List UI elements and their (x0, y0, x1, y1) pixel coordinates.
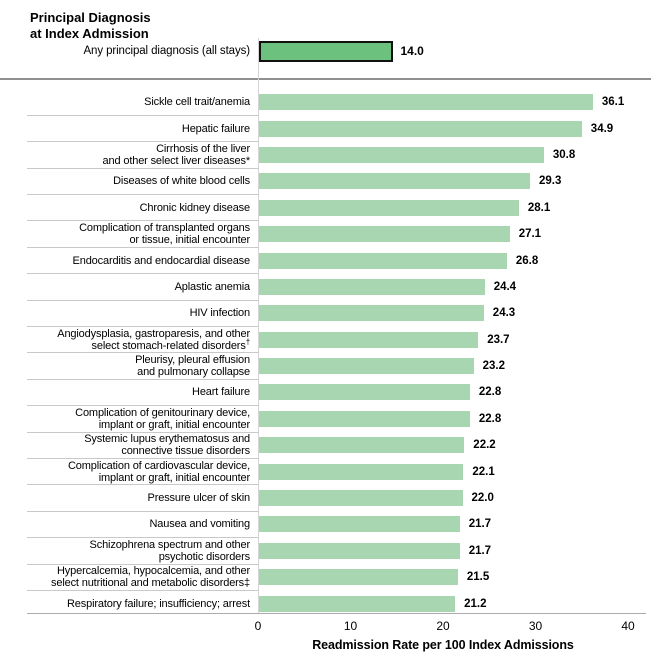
diagnosis-label: Complication of genitourinary device, implant or graft, initial encounter (75, 406, 250, 431)
diagnosis-row (0, 432, 651, 458)
x-axis-title: Readmission Rate per 100 Index Admissions (312, 638, 574, 652)
page-title-line2: at Index Admission (30, 26, 149, 42)
diagnosis-row (0, 511, 651, 537)
diagnosis-row (0, 300, 651, 326)
diagnosis-row (0, 274, 651, 300)
summary-row (0, 36, 651, 66)
diagnosis-bar (259, 173, 530, 189)
diagnosis-bar (259, 332, 478, 348)
diagnosis-row (0, 485, 651, 511)
diagnosis-row (0, 115, 651, 141)
diagnosis-label: Complication of transplanted organs or tissue, initial encounter (79, 222, 250, 247)
diagnosis-row (0, 221, 651, 247)
row-separator (27, 300, 259, 301)
diagnosis-label: Complication of cardiovascular device, implant or graft, initial encounter (68, 459, 250, 484)
row-separator (27, 194, 259, 195)
diagnosis-value: 22.8 (478, 412, 502, 425)
diagnosis-bar (259, 226, 510, 242)
diagnosis-label: Systemic lupus erythematosus and connective tissue disorders (84, 433, 250, 458)
diagnosis-value: 21.2 (464, 597, 487, 610)
diagnosis-value: 21.7 (468, 518, 492, 531)
row-separator (27, 168, 259, 169)
x-axis-line (27, 613, 646, 614)
diagnosis-label: Cirrhosis of the liver and other select liver diseases* (102, 142, 250, 167)
row-separator (27, 273, 259, 274)
diagnosis-bar (259, 543, 460, 559)
diagnosis-value: 27.1 (518, 228, 542, 241)
diagnosis-bar (259, 516, 460, 532)
diagnosis-bar (259, 464, 463, 480)
diagnosis-row (0, 168, 651, 194)
diagnosis-value: 30.8 (552, 148, 576, 161)
diagnosis-label: Hypercalcemia, hypocalcemia, and other select nutritional and metabolic disorders‡ (51, 565, 250, 590)
row-separator (27, 432, 259, 433)
diagnosis-row (0, 564, 651, 590)
diagnosis-value: 21.5 (466, 571, 490, 584)
diagnosis-value: 24.3 (492, 307, 516, 320)
row-separator (27, 247, 259, 248)
diagnosis-label: Pressure ulcer of skin (147, 492, 250, 505)
row-separator (27, 115, 259, 116)
diagnosis-label: Sickle cell trait/anemia (144, 96, 250, 109)
diagnosis-row (0, 327, 651, 353)
row-separator (27, 590, 259, 591)
diagnosis-label: Nausea and vomiting (149, 518, 250, 531)
diagnosis-row (0, 406, 651, 432)
row-separator (27, 220, 259, 221)
diagnosis-label: Chronic kidney disease (139, 201, 250, 214)
diagnosis-bar (259, 121, 582, 137)
diagnosis-row (0, 353, 651, 379)
diagnosis-bar (259, 437, 464, 453)
x-tick-label: 20 (436, 619, 450, 633)
diagnosis-label: Diseases of white blood cells (113, 175, 250, 188)
diagnosis-value: 23.2 (482, 360, 505, 373)
diagnosis-row (0, 89, 651, 115)
diagnosis-rows (0, 89, 651, 617)
diagnosis-row (0, 195, 651, 221)
summary-label: Any principal diagnosis (all stays) (83, 45, 250, 57)
diagnosis-row (0, 247, 651, 273)
diagnosis-bar (259, 490, 463, 506)
diagnosis-label: Hepatic failure (181, 122, 250, 135)
diagnosis-label: Angiodysplasia, gastroparesis, and other select stomach-related disorders† (57, 327, 250, 352)
diagnosis-bar (259, 279, 485, 295)
x-tick-label: 10 (343, 619, 358, 633)
row-separator (27, 564, 259, 565)
x-axis-ticks (0, 619, 651, 635)
diagnosis-bar (259, 94, 593, 110)
diagnosis-bar (259, 147, 544, 163)
diagnosis-row (0, 142, 651, 168)
summary-value: 14.0 (400, 44, 424, 58)
diagnosis-label: Aplastic anemia (174, 280, 250, 293)
diagnosis-label: Pleurisy, pleural effusion and pulmonary collapse (135, 354, 250, 379)
diagnosis-value: 21.7 (468, 544, 492, 557)
diagnosis-bar (259, 305, 484, 321)
diagnosis-bar (259, 569, 458, 585)
diagnosis-value: 24.4 (493, 280, 517, 293)
diagnosis-value: 22.1 (472, 465, 495, 478)
diagnosis-value: 34.9 (590, 122, 614, 135)
diagnosis-label: Endocarditis and endocardial disease (72, 254, 250, 267)
x-tick-label: 30 (528, 619, 543, 633)
diagnosis-bar (259, 596, 455, 612)
row-separator (27, 141, 259, 142)
diagnosis-bar (259, 253, 507, 269)
diagnosis-value: 28.1 (527, 201, 551, 214)
diagnosis-bar (259, 200, 519, 216)
x-tick-label: 40 (621, 619, 635, 633)
diagnosis-label: Respiratory failure; insufficiency; arrest (66, 597, 250, 610)
diagnosis-label: Heart failure (192, 386, 250, 399)
row-separator (27, 405, 259, 406)
diagnosis-value: 23.7 (487, 333, 510, 346)
row-separator (27, 511, 259, 512)
diagnosis-bar (259, 384, 470, 400)
x-tick-label: 0 (254, 619, 262, 633)
diagnosis-label: HIV infection (189, 307, 250, 320)
diagnosis-row (0, 538, 651, 564)
diagnosis-bar (259, 358, 474, 374)
row-separator (27, 484, 259, 485)
row-separator (27, 326, 259, 327)
diagnosis-value: 22.0 (471, 492, 494, 505)
diagnosis-value: 22.8 (478, 386, 502, 399)
diagnosis-bar (259, 411, 470, 427)
row-separator (27, 537, 259, 538)
section-divider (0, 78, 651, 80)
row-separator (27, 458, 259, 459)
diagnosis-value: 26.8 (515, 254, 539, 267)
page-title-line1: Principal Diagnosis (30, 10, 151, 25)
diagnosis-value: 29.3 (539, 175, 562, 188)
diagnosis-value: 36.1 (601, 96, 625, 109)
row-separator (27, 352, 259, 353)
diagnosis-label: Schizophrena spectrum and other psychotic disorders (89, 538, 250, 563)
diagnosis-row (0, 379, 651, 405)
summary-bar (259, 41, 393, 62)
row-separator (27, 379, 259, 380)
diagnosis-value: 22.2 (473, 439, 496, 452)
diagnosis-row (0, 458, 651, 484)
